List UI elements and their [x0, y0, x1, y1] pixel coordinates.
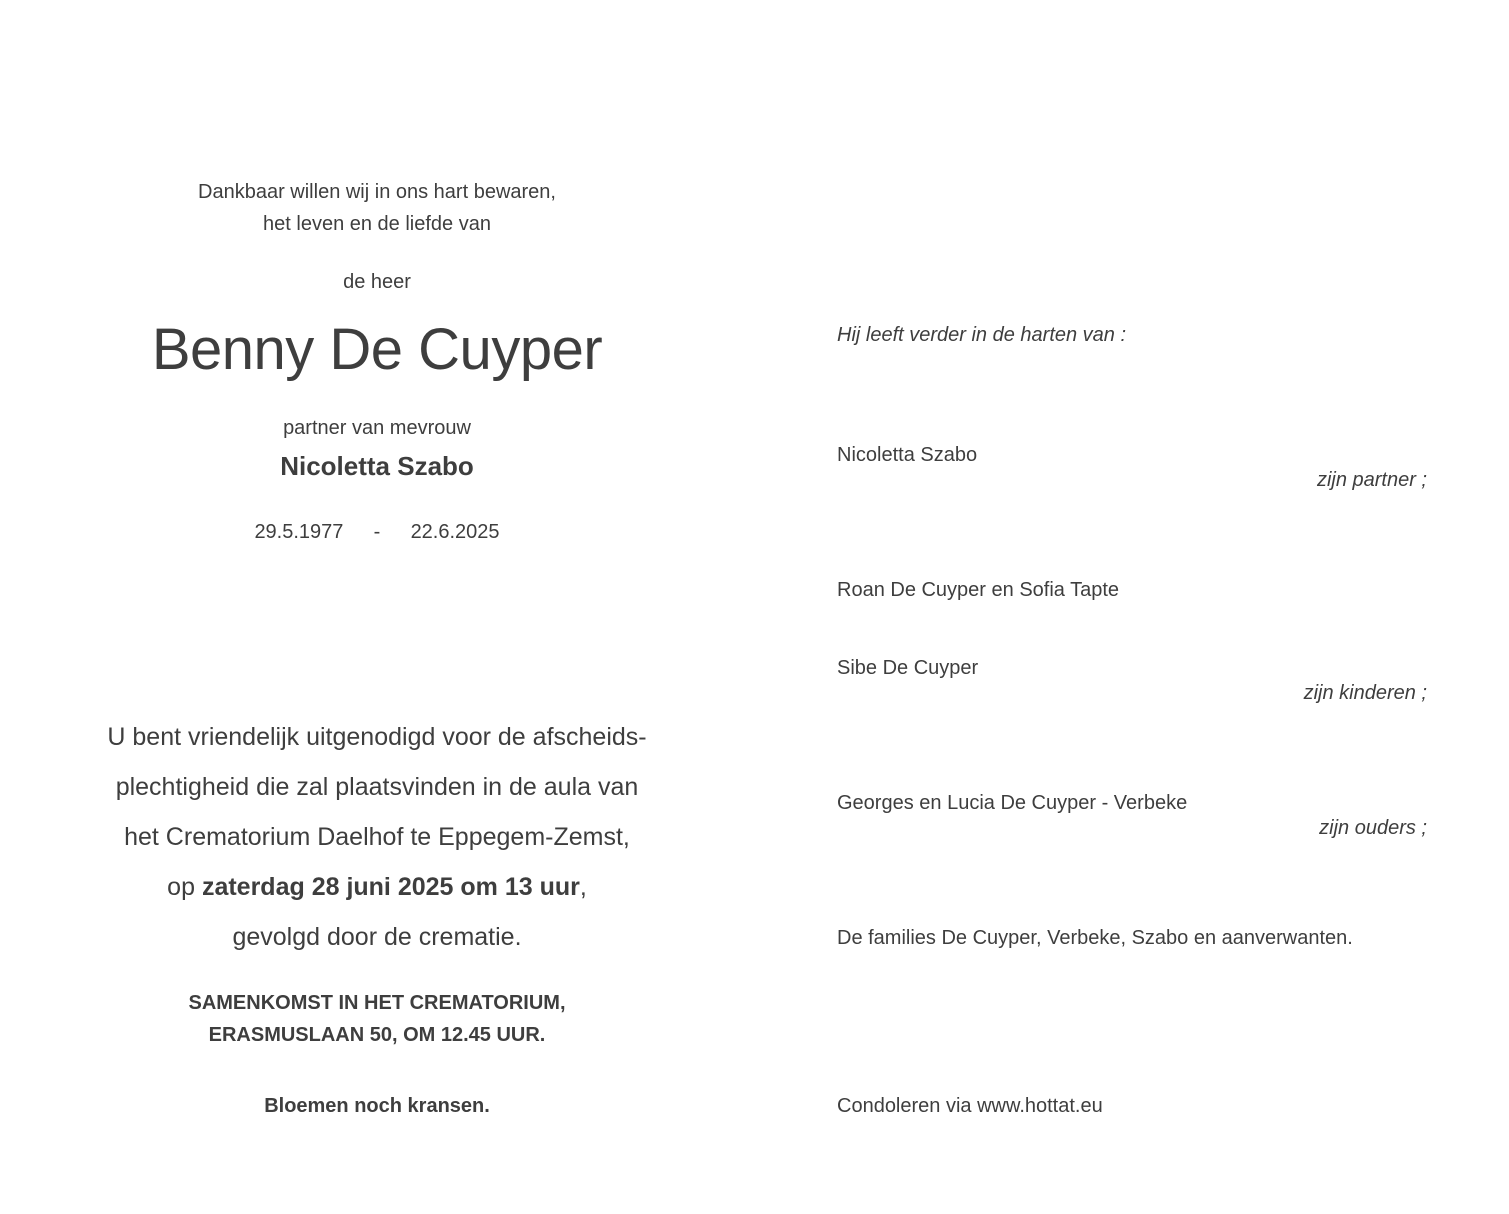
invitation-line-3: het Crematorium Daelhof te Eppegem-Zemst,	[124, 823, 630, 851]
invitation-suffix: ,	[579, 873, 587, 901]
birth-date: 29.5.1977	[254, 521, 344, 543]
partner-label: partner van mevrouw	[283, 417, 471, 439]
meeting-line-2: ERASMUSLAAN 50, OM 12.45 UUR.	[208, 1024, 546, 1046]
flowers-note: Bloemen noch kransen.	[264, 1095, 490, 1117]
deceased-title: de heer	[343, 271, 411, 293]
survivor-child-2: Sibe De Cuyper	[837, 657, 979, 679]
condolences-line: Condoleren via www.hottat.eu	[837, 1095, 1103, 1117]
meeting-line-1: SAMENKOMST IN HET CREMATORIUM,	[188, 992, 566, 1014]
invitation-line-5: gevolgd door de crematie.	[232, 923, 522, 951]
intro-line-2: het leven en de liefde van	[263, 213, 491, 235]
intro-line-1: Dankbaar willen wij in ons hart bewaren,	[198, 181, 556, 203]
life-dates	[0, 521, 754, 544]
invitation-line-1: U bent vriendelijk uitgenodigd voor de afscheids-	[107, 723, 647, 751]
role-partner: zijn partner ;	[1316, 469, 1427, 491]
survivor-child-1: Roan De Cuyper en Sofia Tapte	[837, 579, 1120, 601]
deceased-name: Benny De Cuyper	[151, 317, 603, 382]
invitation-line-2: plechtigheid die zal plaatsvinden in de aula van	[115, 773, 639, 801]
invitation-prefix: op	[167, 873, 202, 901]
families-line: De families De Cuyper, Verbeke, Szabo en aanverwanten.	[837, 927, 1353, 949]
survivors-heading: Hij leeft verder in de harten van :	[837, 324, 1127, 346]
date-separator: -	[373, 521, 381, 543]
survivor-partner: Nicoletta Szabo	[837, 444, 978, 466]
role-children: zijn kinderen ;	[1303, 682, 1427, 704]
role-parents: zijn ouders ;	[1319, 817, 1427, 839]
ceremony-datetime: zaterdag 28 juni 2025 om 13 uur	[201, 873, 580, 901]
invitation-line-4	[0, 873, 754, 902]
partner-name: Nicoletta Szabo	[280, 451, 474, 481]
death-date: 22.6.2025	[410, 521, 500, 543]
survivor-parents: Georges en Lucia De Cuyper - Verbeke	[837, 792, 1188, 814]
